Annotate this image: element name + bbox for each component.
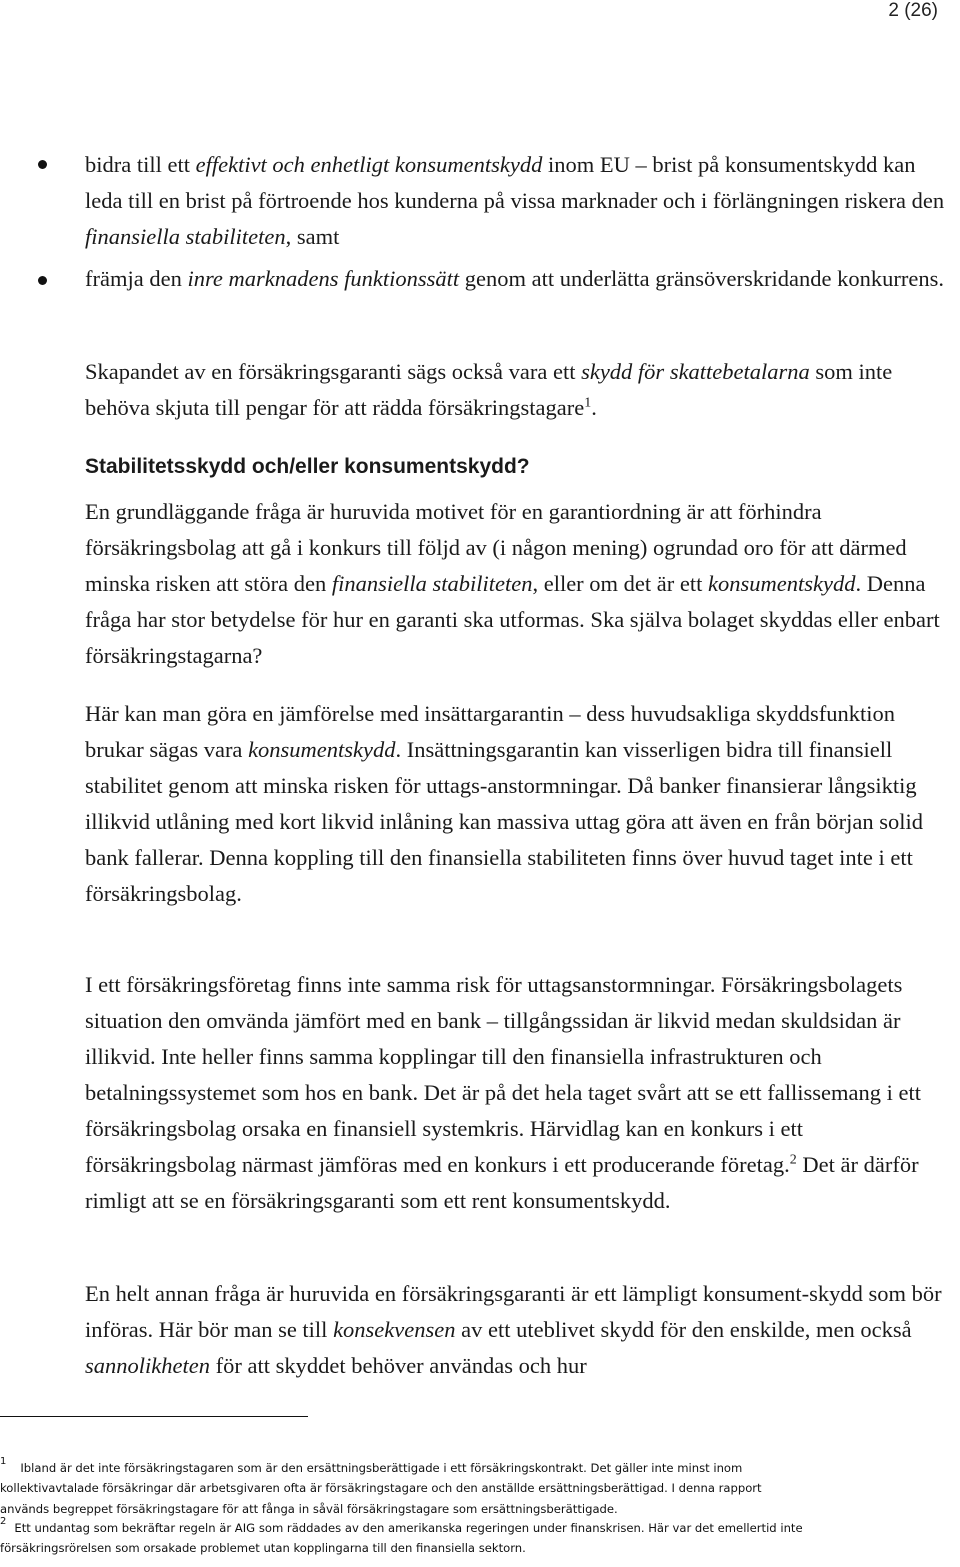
- text-run: Skapandet av en försäkringsgaranti sägs också vara ett: [85, 359, 582, 384]
- page-number: 2 (26): [888, 0, 938, 21]
- text-run: . Denna fråga har stor betydelse för hur en garanti ska utformas. Ska själva bolaget skyddas eller enbart försäkringstagarna?: [85, 571, 940, 668]
- footnote-ref: 1: [584, 395, 592, 411]
- footnote-line: Ibland är det inte försäkringstagaren som är den ersättningsberättigade i ett försäkringskontrakt. Det gäller inte minst inom: [20, 1460, 743, 1475]
- text-run: . Insättningsgarantin kan visserligen bidra till finansiell stabilitet genom att minska risken för uttags-anstormningar. Då banker finansierar långsiktig illikvid utlåning med kort likvid inlåning kan massiva uttag göra att även en från början solid bank fallerar. Denna koppling till den finansiella stabiliteten finns över huvud taget inte i ett försäkringsbolag.: [85, 737, 923, 906]
- text-run: Här kan man göra en jämförelse med insättargarantin – dess huvudsakliga skyddsfunktion brukar sägas vara: [85, 701, 896, 762]
- paragraph: [85, 967, 957, 1219]
- footnote-ref: 2: [789, 1152, 797, 1168]
- text-run: I ett försäkringsföretag finns inte samma risk för uttagsanstormningar. Försäkringsbolagets situation den omvända jämfört med en bank – tillgångssidan är likvid medan skuldsidan är illikvid. Inte heller finns samma kopplingar till den finansiella infrastrukturen och betalningssystemet som hos en bank. Det är på det hela taget svårt att se ett fallissemang i ett försäkringsbolag orsaka en finansiell systemkris. Härvidlag kan en konkurs i ett försäkringsbolag närmast jämföras med en konkurs i ett producerande företag.: [85, 972, 922, 1177]
- emphasis: finansiella stabiliteten: [331, 571, 533, 596]
- text-run: En helt annan fråga är huruvida en försäkringsgaranti är ett lämpligt konsument-skydd som bör införas. Här bör man se till: [85, 1281, 942, 1342]
- text-run: för att skyddet behöver användas och hur: [209, 1353, 587, 1378]
- emphasis: inre marknadens funktionssätt: [187, 266, 460, 291]
- footnote-number: 1: [0, 1456, 7, 1467]
- text-run: inom EU – brist på konsumentskydd kan leda till en brist på förtroende hos kunderna på vissa marknader och i förlängningen riskera den: [85, 152, 945, 213]
- text-run: av ett uteblivet skydd för den enskilde, men också: [455, 1317, 912, 1342]
- footnote-line: kollektivavtalade försäkringar där arbetsgivaren ofta är försäkringstagare och den anställde ersättningsberättigad. I denna rapport: [0, 1481, 762, 1496]
- text-run: En grundläggande fråga är huruvida motivet för en garantiordning är att förhindra försäkringsbolag att gå i konkurs till följd av (i någon mening) ogrundad oro för att därmed minska risken att störa den: [85, 499, 907, 596]
- emphasis: konsumentskydd: [248, 737, 396, 762]
- text-run: genom att underlätta gränsöverskridande konkurrens.: [459, 266, 944, 291]
- bullet-item: [85, 147, 957, 255]
- text-run: som inte behöva skjuta till pengar för att rädda försäkringstagare: [85, 359, 893, 420]
- text-run: .: [591, 395, 597, 420]
- footnote-number: 2: [0, 1516, 7, 1527]
- paragraph: [85, 696, 957, 912]
- bullet-item: [85, 261, 957, 297]
- footnote-line: Ett undantag som bekräftar regeln är AIG som räddades av den amerikanska regeringen under finanskrisen. Här var det emellertid inte: [14, 1520, 803, 1535]
- footnote-separator: [0, 1416, 308, 1417]
- emphasis: konsumentskydd: [708, 571, 856, 596]
- emphasis: finansiella stabiliteten: [85, 224, 286, 249]
- footnote-line: används begreppet försäkringstagare för att fånga in såväl försäkringstagare som ersättningsberättigade.: [0, 1501, 618, 1516]
- emphasis: effektivt och enhetligt konsumentskydd: [195, 152, 543, 177]
- footnote-line: försäkringsrörelsen som orsakade problemet utan kopplingarna till den finansiella sektorn.: [0, 1541, 526, 1556]
- text-run: , samt: [285, 224, 340, 249]
- section-heading: Stabilitetsskydd och/eller konsumentskydd?: [85, 455, 530, 478]
- emphasis: konsekvensen: [333, 1317, 456, 1342]
- text-run: Det är därför rimligt att se en försäkringsgaranti som ett rent konsumentskydd.: [85, 1152, 919, 1213]
- emphasis: skydd för skattebetalarna: [581, 359, 810, 384]
- emphasis: sannolikheten: [85, 1353, 210, 1378]
- intro-paragraph: [85, 354, 957, 426]
- text-run: , eller om det är ett: [532, 571, 709, 596]
- footnote-1: [0, 1455, 960, 1519]
- bullet-dot: [38, 276, 47, 285]
- paragraph: [85, 494, 957, 674]
- paragraph: [85, 1276, 957, 1384]
- text-run: bidra till ett: [85, 152, 196, 177]
- footnote-2: [0, 1515, 960, 1559]
- bullet-dot: [38, 160, 47, 169]
- text-run: främja den: [85, 266, 188, 291]
